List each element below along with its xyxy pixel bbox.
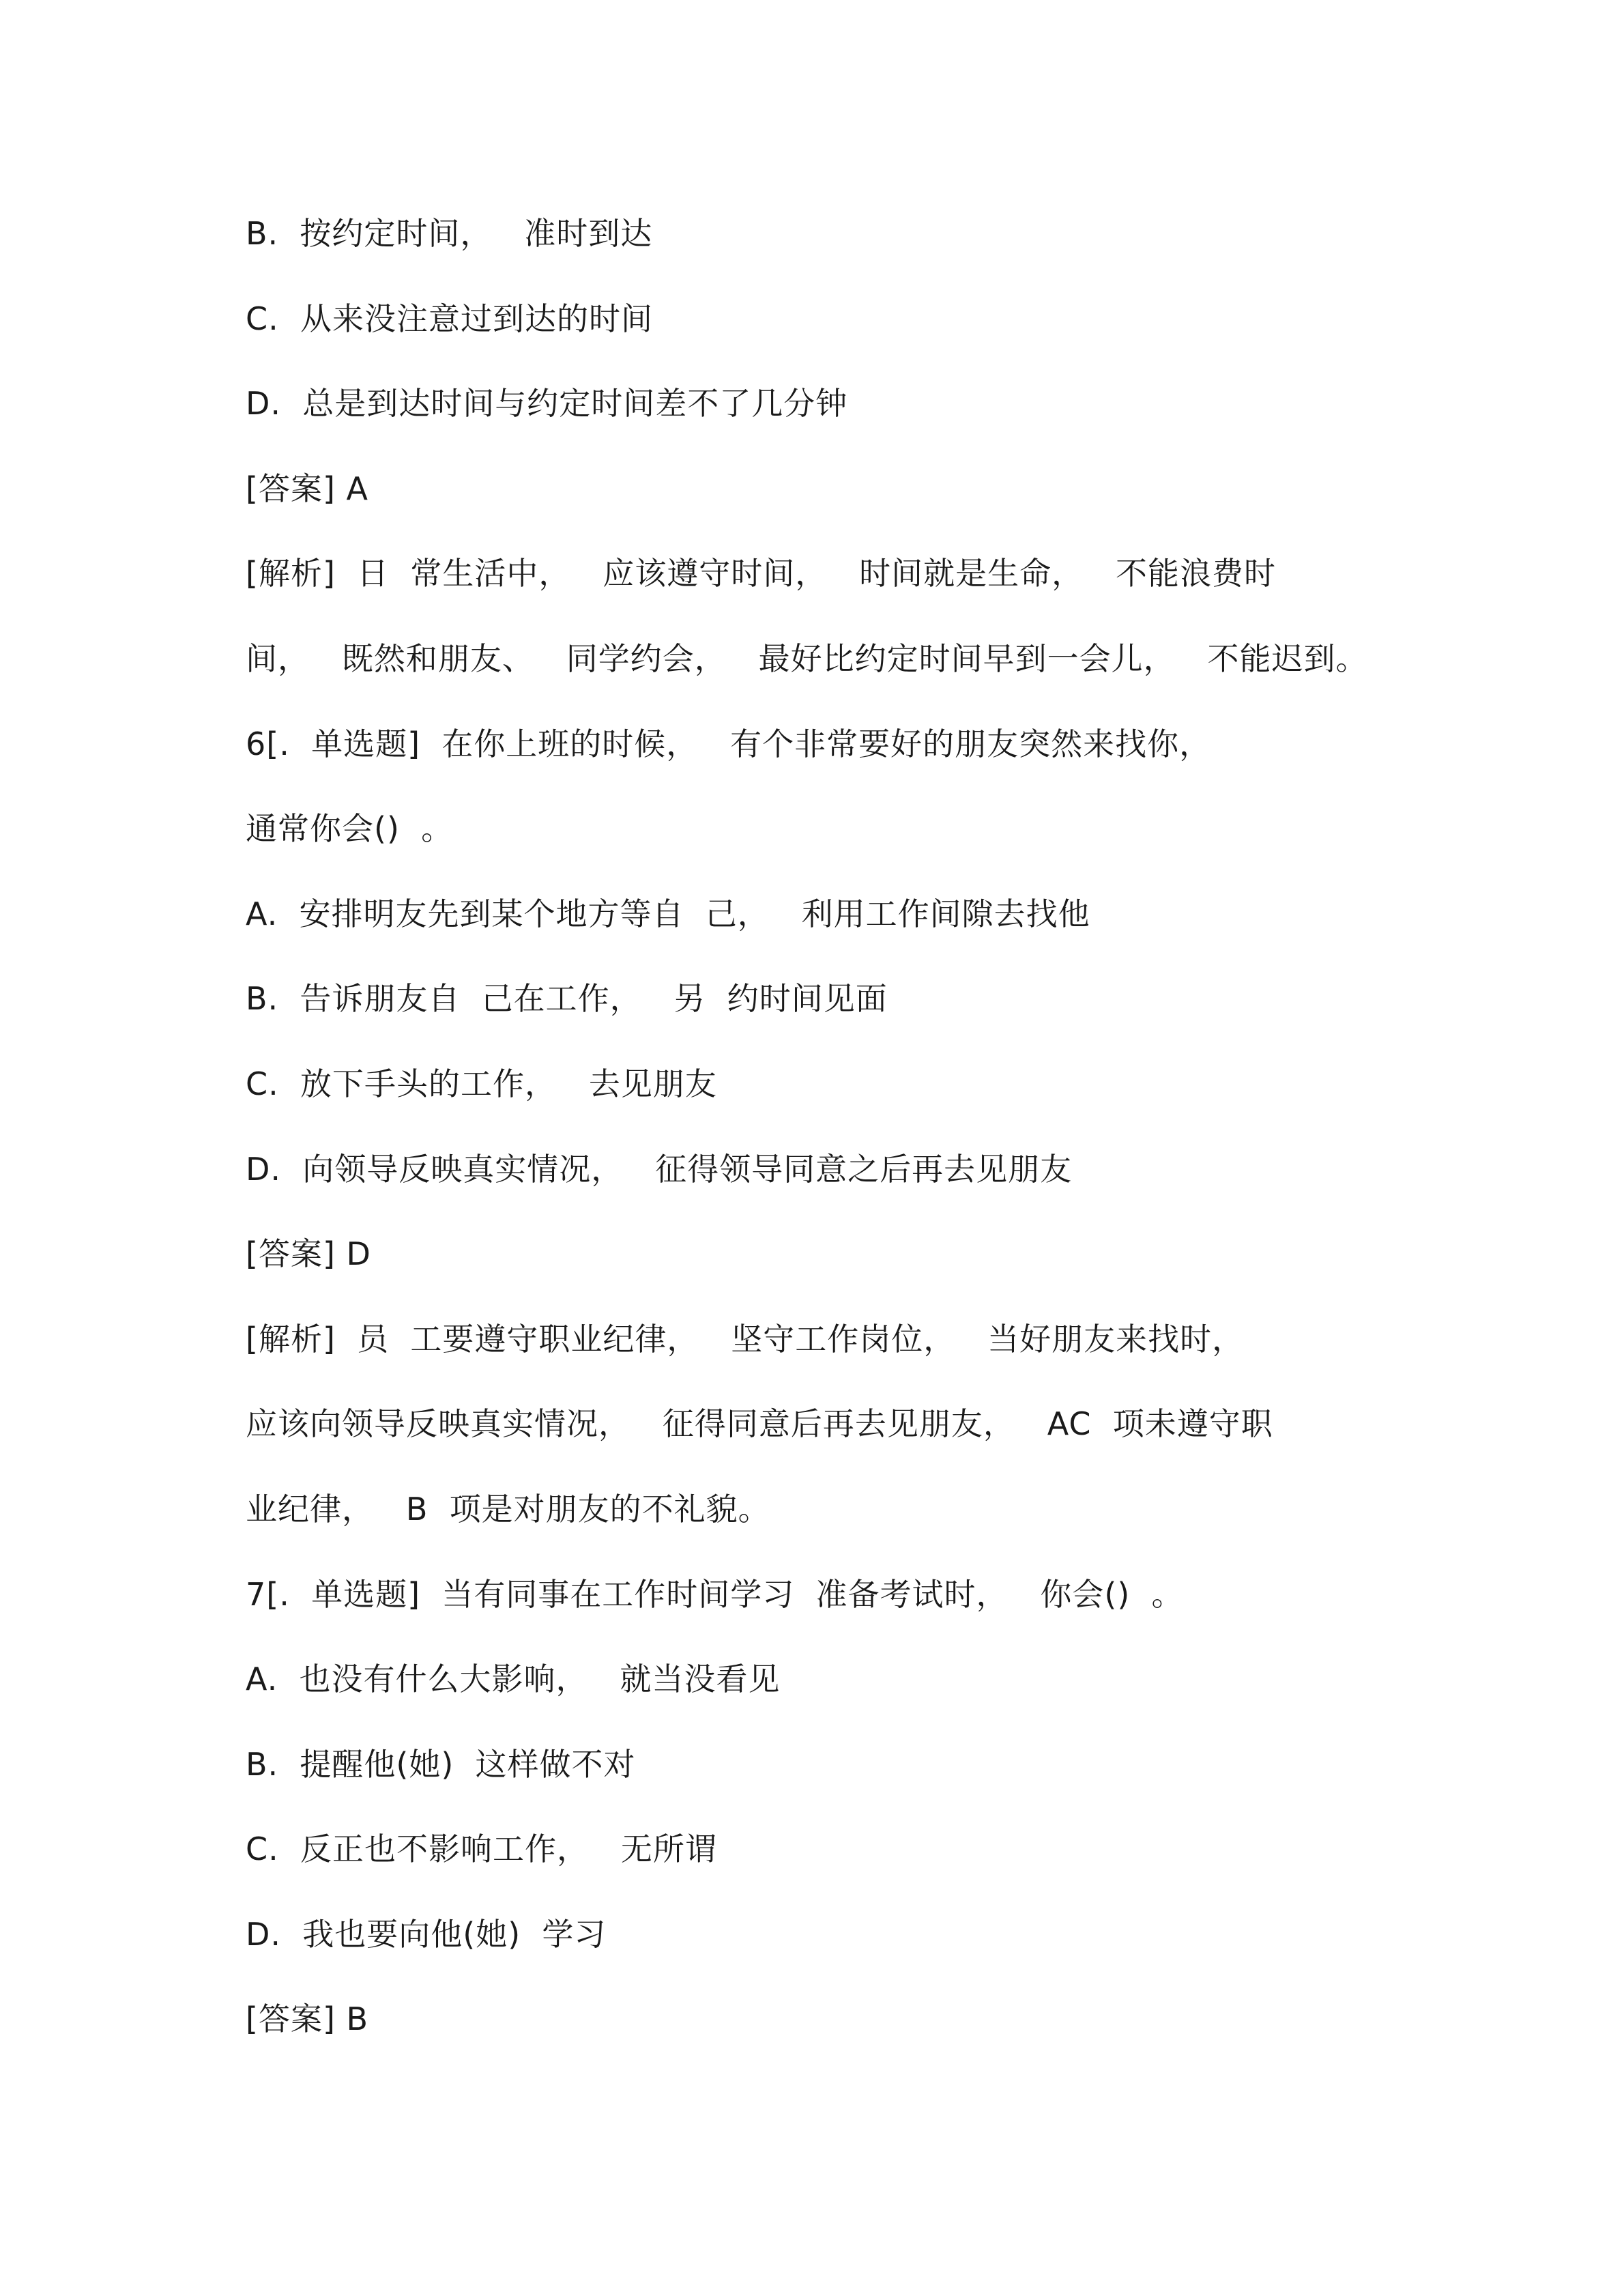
explanation-q6-line1: [解析] 员 工要遵守职业纪律， 坚守工作岗位， 当好朋友来找时， — [246, 1320, 1245, 1358]
question-6-line1: 6[. 单选题] 在你上班的时候， 有个非常要好的朋友突然来找你， — [246, 725, 1212, 762]
option-c-q6: C. 放下手头的工作， 去见朋友 — [246, 1065, 717, 1102]
option-c-q7: C. 反正也不影响工作， 无所谓 — [246, 1831, 717, 1868]
option-b-q7: B. 提醒他(她) 这样做不对 — [246, 1745, 636, 1783]
option-a-q7: A. 也没有什么大影响， 就当没看见 — [246, 1661, 781, 1698]
answer-q7: [答案] B — [246, 2000, 369, 2038]
explanation-q6-line2: 应该向领导反映真实情况， 征得同意后再去见朋友， AC 项未遵守职 — [246, 1405, 1273, 1443]
answer-q5: [答案] A — [246, 470, 368, 507]
question-6-line2: 通常你会() 。 — [246, 810, 454, 848]
explanation-q6-line3: 业纪律， B 项是对朋友的不礼貌。 — [246, 1490, 770, 1527]
option-a-q6: A. 安排明友先到某个地方等自 己， 利用工作间隙去找他 — [246, 895, 1090, 932]
option-b-q5: B. 按约定时间， 准时到达 — [246, 215, 653, 252]
document-body — [246, 213, 1542, 2084]
explanation-q5-line1: [解析] 日 常生活中， 应该遵守时间， 时间就是生命， 不能浪费时 — [246, 555, 1276, 592]
option-d-q5: D. 总是到达时间与约定时间差不了几分钟 — [246, 385, 848, 422]
explanation-q5-line2: 间， 既然和朋友、 同学约会， 最好比约定时间早到一会儿， 不能迟到。 — [246, 640, 1368, 677]
option-d-q7: D. 我也要向他(她) 学习 — [246, 1915, 607, 1953]
option-d-q6: D. 向领导反映真实情况， 征得领导同意之后再去见朋友 — [246, 1150, 1073, 1188]
answer-q6: [答案] D — [246, 1235, 371, 1273]
question-7: 7[. 单选题] 当有同事在工作时间学习 准备考试时， 你会() 。 — [246, 1575, 1184, 1613]
option-b-q6: B. 告诉朋友自 己在工作， 另 约时间见面 — [246, 980, 888, 1018]
option-c-q5: C. 从来没注意过到达的时间 — [246, 300, 653, 337]
